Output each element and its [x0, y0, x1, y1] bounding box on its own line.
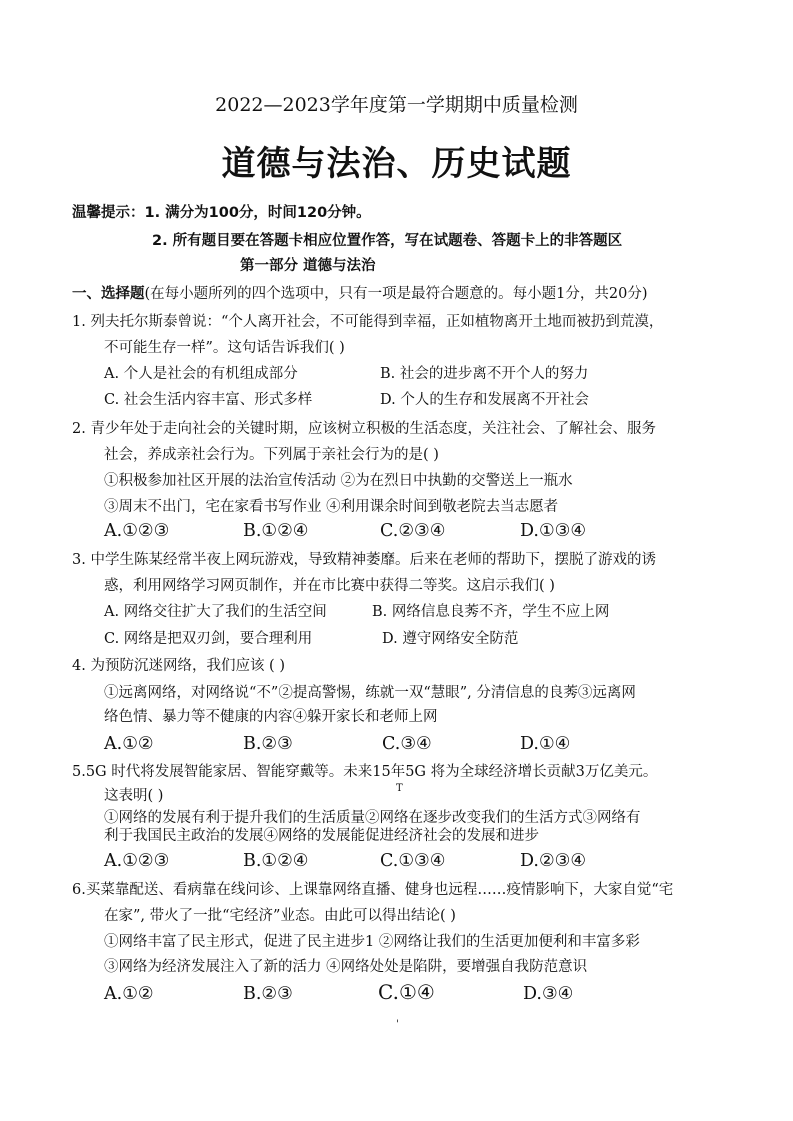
q2-statement-line-2: ③周末不出门，宅在家看书写作业 ④利用课余时间到敬老院去当志愿者 — [104, 499, 559, 515]
q5-option-a: A.①②③ — [104, 851, 170, 871]
q3-stem-line-2: 惑，利用网络学习网页制作，并在市比赛中获得二等奖。这启示我们( ) — [104, 578, 555, 594]
q3-option-b: B. 网络信息良莠不齐，学生不应上网 — [372, 604, 610, 620]
q1-stem-line-1: 1. 列夫托尔斯泰曾说：“个人离开社会，不可能得到幸福，正如植物离开土地而被扔到荒漠， — [72, 314, 664, 330]
q5-stray-mark: T — [396, 783, 403, 794]
q5-option-b: B.①②④ — [243, 851, 309, 871]
q4-option-a: A.①② — [104, 734, 154, 754]
q6-option-b: B.②③ — [243, 984, 293, 1004]
q6-option-c: C.①④ — [378, 980, 435, 1004]
q1-stem-line-2: 不可能生存一样”。这句话告诉我们( ) — [104, 340, 345, 356]
q5-statement-line-1: ①网络的发展有利于提升我们的生活质量②网络在逐步改变我们的生活方式③网络有 — [104, 810, 641, 826]
q3-stem-line-1: 3. 中学生陈某经常半夜上网玩游戏，导致精神萎靡。后来在老师的帮助下，摆脱了游戏的诱 — [72, 552, 656, 568]
subject-title: 道德与法治、历史试题 — [221, 144, 572, 184]
q2-stem-line-1: 2. 青少年处于走向社会的关键时期，应该树立积极的生活态度，关注社会、了解社会、服务 — [72, 421, 656, 437]
q2-option-a: A.①②③ — [104, 521, 170, 541]
q4-option-d: D.①④ — [520, 734, 571, 754]
q6-option-d: D.③④ — [523, 984, 574, 1004]
q3-option-c: C. 网络是把双刃剑，要合理利用 — [104, 631, 313, 647]
q6-stem-line-2: 在家”, 带火了一批“宅经济”业态。由此可以得出结论( ) — [104, 908, 456, 924]
q2-option-c: C.②③④ — [380, 521, 446, 541]
q5-statement-line-2: 利于我国民主政治的发展④网络的发展能促进经济社会的发展和进步 — [104, 828, 539, 844]
exam-title: 2022—2023学年度第一学期期中质量检测 — [215, 94, 578, 116]
q2-option-b: B.①②④ — [243, 521, 309, 541]
q4-option-b: B.②③ — [243, 734, 293, 754]
q4-stem-line-3: 络色情、暴力等不健康的内容④躲开家长和老师上网 — [104, 709, 438, 725]
section1-label: 一、选择题 — [72, 286, 145, 302]
section1-instruction: (在每小题所列的四个选项中，只有一项是最符合题意的。每小题1分，共20分) — [144, 286, 648, 302]
q1-option-c: C. 社会生活内容丰富、形式多样 — [104, 392, 313, 408]
q5-stem-line-1: 5.5G 时代将发展智能家居、智能穿戴等。未来15年5G 将为全球经济增长贡献3万亿美元。 — [72, 764, 658, 780]
q3-option-a: A. 网络交往扩大了我们的生活空间 — [104, 604, 327, 620]
notice-item-2: 2. 所有题目要在答题卡相应位置作答，写在试题卷、答题卡上的非答题区 — [152, 233, 623, 249]
q5-option-c: C.①③④ — [380, 851, 446, 871]
q4-stem-line-2: ①远离网络，对网络说“不”②提高警惕，练就一双“慧眼”, 分清信息的良莠③远离网 — [104, 685, 636, 701]
q6-statement-line-2: ③网络为经济发展注入了新的活力 ④网络处处是陷阱，要增强自我防范意识 — [104, 959, 588, 975]
q4-stem-line-1: 4. 为预防沉迷网络，我们应该 ( ) — [72, 658, 285, 674]
q2-statement-line-1: ①积极参加社区开展的法治宣传活动 ②为在烈日中执勤的交警送上一瓶水 — [104, 473, 573, 489]
notice-item-1: 1. 满分为100分，时间120分钟。 — [144, 205, 371, 221]
part1-title: 第一部分 道德与法治 — [240, 258, 376, 274]
q2-option-d: D.①③④ — [520, 521, 587, 541]
q4-option-c: C.③④ — [382, 734, 432, 754]
q3-option-d: D. 遵守网络安全防范 — [382, 631, 519, 647]
footer-mark: ' — [396, 1019, 399, 1030]
notice-label: 温馨提示： — [72, 205, 145, 221]
notice-line-1 — [72, 203, 371, 223]
q1-option-b: B. 社会的进步离不开个人的努力 — [380, 366, 589, 382]
q5-stem-line-2: 这表明( ) — [104, 788, 164, 804]
q6-option-a: A.①② — [104, 984, 154, 1004]
q6-stem-line-1: 6.买菜靠配送、看病靠在线问诊、上课靠网络直播、健身也远程……疫情影响下，大家自觉“宅 — [72, 882, 674, 898]
q1-option-d: D. 个人的生存和发展离不开社会 — [380, 392, 589, 408]
q5-option-d: D.②③④ — [520, 851, 587, 871]
q2-stem-line-2: 社会，养成亲社会行为。下列属于亲社会行为的是( ) — [104, 447, 439, 463]
q6-statement-line-1: ①网络丰富了民主形式，促进了民主进步1 ②网络让我们的生活更加便利和丰富多彩 — [104, 934, 640, 950]
q1-option-a: A. 个人是社会的有机组成部分 — [104, 366, 298, 382]
section1-heading — [72, 284, 648, 304]
